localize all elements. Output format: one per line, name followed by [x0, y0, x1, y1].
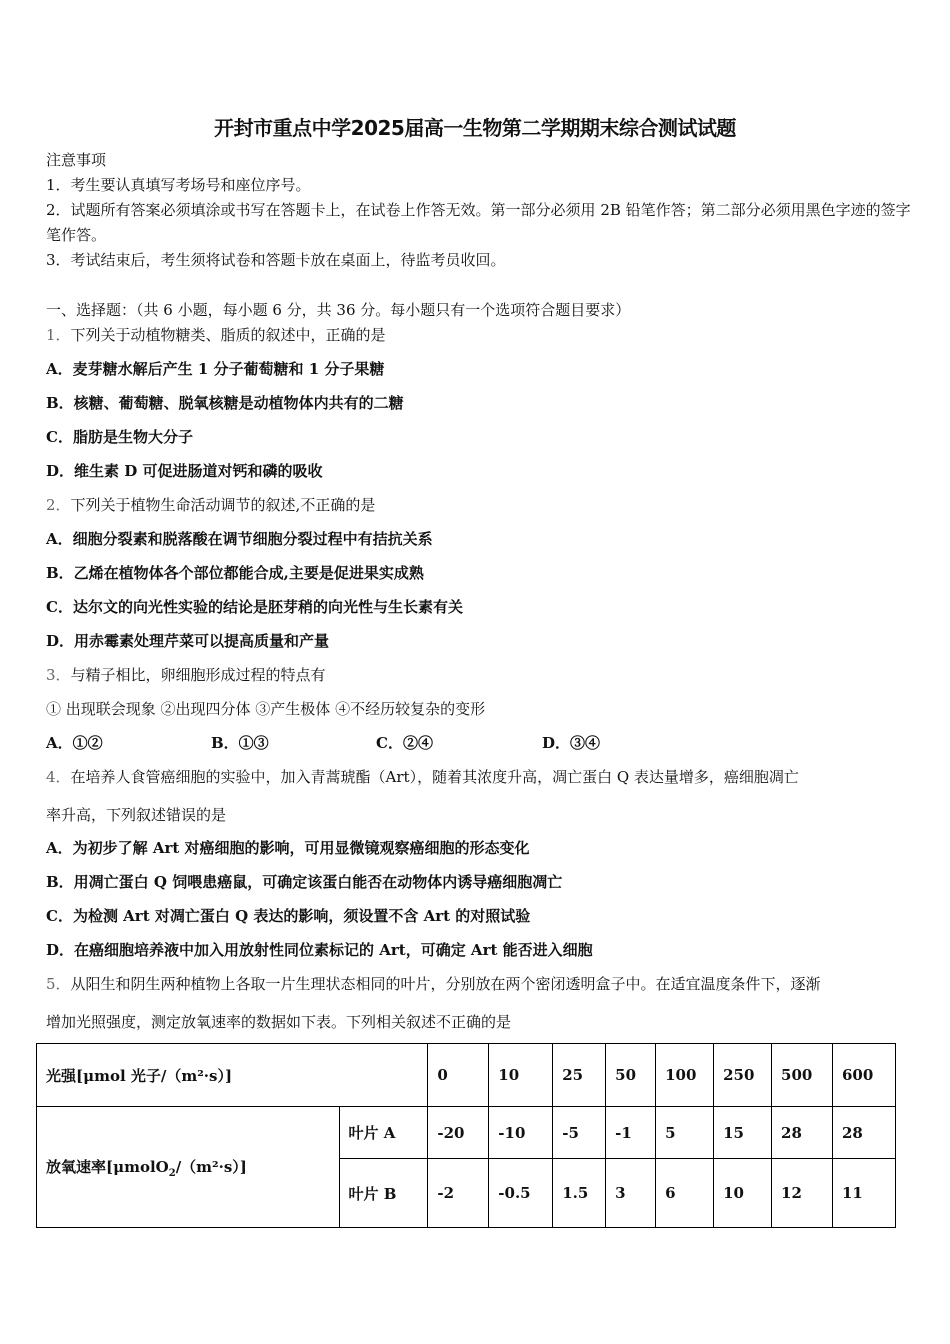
q2-option-c: C．达尔文的向光性实验的结论是胚芽稍的向光性与生长素有关: [46, 598, 463, 616]
q4-option-a: A．为初步了解 Art 对癌细胞的影响，可用显微镜观察癌细胞的形态变化: [46, 839, 530, 857]
q3-option-c: C．②④: [376, 734, 433, 752]
section-heading: 一、选择题：（共 6 小题，每小题 6 分，共 36 分。每小题只有一个选项符合题目要求）: [46, 301, 631, 319]
leaf-a-value: -20: [428, 1107, 489, 1159]
q2-option-b: B．乙烯在植物体各个部位都能合成,主要是促进果实成熟: [46, 564, 424, 582]
light-value: 600: [832, 1044, 895, 1107]
leaf-a-value: 28: [832, 1107, 895, 1159]
question-stem: 下列关于植物生命活动调节的叙述,不正确的是: [70, 496, 376, 514]
leaf-b-value: 6: [656, 1159, 714, 1228]
question-stem-line-1: 在培养人食管癌细胞的实验中，加入青蒿琥酯（Art），随着其浓度升高，凋亡蛋白 Q 表达量增多，癌细胞凋亡: [70, 768, 799, 786]
q4-option-d: D．在癌细胞培养液中加入用放射性同位素标记的 Art，可确定 Art 能否进入细胞: [46, 941, 593, 959]
q1-option-d: D．维生素 D 可促进肠道对钙和磷的吸收: [46, 462, 323, 480]
leaf-b-value: 12: [772, 1159, 833, 1228]
question-number: 4．: [46, 768, 71, 786]
question-3: [46, 663, 911, 688]
light-value: 100: [656, 1044, 714, 1107]
leaf-b-value: 11: [832, 1159, 895, 1228]
leaf-b-value: 3: [606, 1159, 656, 1228]
q1-option-b: B．核糖、葡萄糖、脱氧核糖是动植物体内共有的二糖: [46, 394, 404, 412]
question-stem: 下列关于动植物糖类、脂质的叙述中，正确的是: [70, 326, 386, 344]
leaf-a-value: -1: [606, 1107, 656, 1159]
leaf-b-label: 叶片 B: [339, 1159, 428, 1228]
question-2: [46, 493, 911, 518]
rate-label: [37, 1107, 340, 1228]
q3-options: [46, 731, 911, 756]
q3-option-a: A．①②: [46, 734, 103, 752]
leaf-a-value: 5: [656, 1107, 714, 1159]
leaf-b-value: 1.5: [553, 1159, 606, 1228]
oxygen-rate-table: [36, 1043, 896, 1228]
question-number: 2．: [46, 496, 71, 514]
q3-option-b: B．①③: [211, 734, 269, 752]
light-value: 0: [428, 1044, 489, 1107]
leaf-a-label: 叶片 A: [339, 1107, 428, 1159]
q4-option-c: C．为检测 Art 对凋亡蛋白 Q 表达的影响，须设置不含 Art 的对照试验: [46, 907, 531, 925]
light-value: 500: [772, 1044, 833, 1107]
q3-option-d: D．③④: [542, 734, 601, 752]
light-value: 10: [489, 1044, 553, 1107]
light-row: [37, 1044, 896, 1107]
light-value: 25: [553, 1044, 606, 1107]
notice-item-3: 3．考试结束后，考生须将试卷和答题卡放在桌面上，待监考员收回。: [46, 251, 506, 269]
light-label: 光强[μmol 光子/（m²·s）]: [37, 1044, 428, 1107]
page-title: 开封市重点中学2025届高一生物第二学期期末综合测试试题: [214, 116, 736, 140]
q2-option-d: D．用赤霉素处理芹菜可以提高质量和产量: [46, 632, 330, 650]
leaf-a-value: -5: [553, 1107, 606, 1159]
leaf-a-value: 15: [714, 1107, 772, 1159]
question-4: [46, 765, 911, 790]
q4-option-b: B．用凋亡蛋白 Q 饲喂患癌鼠，可确定该蛋白能否在动物体内诱导癌细胞凋亡: [46, 873, 563, 891]
leaf-a-value: 28: [772, 1107, 833, 1159]
question-stem-line-1: 从阳生和阴生两种植物上各取一片生理状态相同的叶片，分别放在两个密闭透明盒子中。在适宜温度条件下，逐渐: [70, 975, 821, 993]
q1-option-c: C．脂肪是生物大分子: [46, 428, 193, 446]
question-5-line-2: 增加光照强度，测定放氧速率的数据如下表。下列相关叙述不正确的是: [46, 1013, 512, 1031]
question-stem: 与精子相比，卵细胞形成过程的特点有: [70, 666, 326, 684]
q2-option-a: A．细胞分裂素和脱落酸在调节细胞分裂过程中有拮抗关系: [46, 530, 433, 548]
question-number: 3．: [46, 666, 71, 684]
notice-item-2: 2．试题所有答案必须填涂或书写在答题卡上，在试卷上作答无效。第一部分必须用 2B 铅笔作答；第二部分必须用黑色字迹的签字笔作答。: [46, 201, 911, 244]
leaf-b-value: -0.5: [489, 1159, 553, 1228]
rate-label-sub: 2: [168, 1167, 176, 1179]
leaf-b-value: 10: [714, 1159, 772, 1228]
question-number: 1．: [46, 326, 71, 344]
rate-label-post: /（m²·s）]: [175, 1157, 247, 1176]
question-1: [46, 323, 911, 348]
leaf-a-row: [37, 1107, 896, 1159]
light-value: 50: [606, 1044, 656, 1107]
notice-item-1: 1．考生要认真填写考场号和座位序号。: [46, 176, 311, 194]
question-5: [46, 972, 911, 997]
question-4-line-2: 率升高，下列叙述错误的是: [46, 806, 227, 824]
light-value: 250: [714, 1044, 772, 1107]
leaf-b-value: -2: [428, 1159, 489, 1228]
q1-option-a: A．麦芽糖水解后产生 1 分子葡萄糖和 1 分子果糖: [46, 360, 385, 378]
leaf-a-value: -10: [489, 1107, 553, 1159]
rate-label-pre: 放氧速率[μmolO: [46, 1157, 169, 1176]
q3-items: ① 出现联会现象 ②出现四分体 ③产生极体 ④不经历较复杂的变形: [46, 700, 486, 718]
notice-heading: 注意事项: [46, 151, 107, 169]
question-number: 5．: [46, 975, 71, 993]
